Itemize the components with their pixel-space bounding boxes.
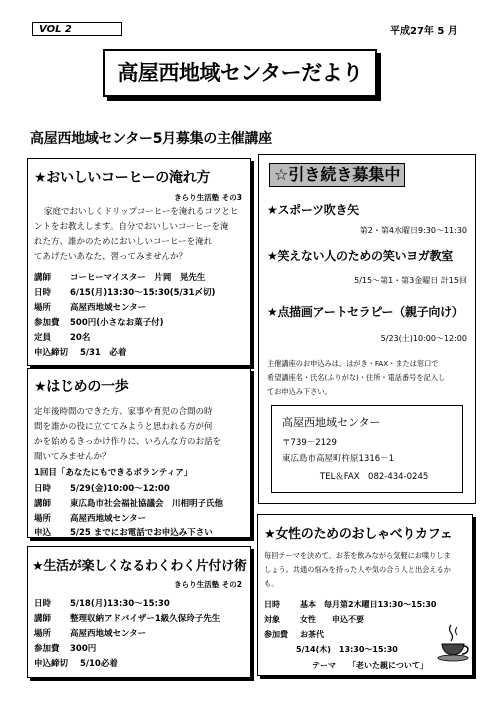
katazuke-row: [34, 627, 146, 639]
row-label: 日時: [34, 599, 52, 609]
coffee-row: [34, 331, 90, 343]
cafe-row: [264, 629, 324, 640]
row-label: 講師: [34, 614, 52, 624]
katazuke-course-box: [27, 546, 251, 678]
hajime-course-box: [27, 368, 251, 538]
coffee-series: きらり生活塾 その3: [174, 193, 242, 202]
row-value: 高屋西地域センター: [70, 514, 147, 524]
cafe-desc-2: しょう。共通の悩みを持った人や気の合う人と出会えるか: [264, 565, 451, 574]
row-value: 5/29(金)10:00～12:00: [70, 484, 170, 494]
notice-line: 主催講座のお申込みは、はがき・FAX・または窓口で: [267, 359, 439, 368]
coffee-course-box: [27, 158, 251, 366]
row-label: 参加費: [34, 318, 60, 328]
contact-tel: TEL＆FAX 082-434-0245: [320, 472, 429, 482]
row-value: 20名: [70, 333, 91, 343]
cafe-theme-label: テーマ: [312, 661, 336, 670]
row-value: 基本 毎月第2木曜日13:30～15:30: [300, 600, 437, 609]
katazuke-row: [34, 657, 118, 669]
section-title: 高屋西地域センター5月募集の主催講座: [30, 131, 272, 147]
continuing-item-detail: 5/23(土)10:00～12:00: [380, 334, 467, 343]
cafe-desc-1: 毎回テーマを決めて、お茶を飲みながら気軽にお喋りしま: [264, 551, 451, 560]
cafe-row: [264, 614, 364, 625]
row-label: 申込締切: [34, 659, 69, 669]
coffee-desc-1: 家庭でおいしくドリップコーヒーを淹れるコツとヒ: [44, 207, 239, 217]
hajime-desc-3: かを始めるきっかけ作りに、いろんな方のお話を: [34, 437, 222, 447]
row-value: 6/15(月)13:30～15:30(5/31〆切): [70, 288, 216, 298]
hajime-row: [34, 512, 146, 524]
row-label: 参加費: [264, 630, 288, 639]
hajime-desc-1: 定年後時間のできた方、家事や育児の合間の時: [34, 407, 213, 417]
continuing-item-title: ★スポーツ吹き矢: [267, 203, 359, 217]
row-value: コーヒーマイスター 片岡 晃先生: [70, 273, 206, 283]
row-label: 日時: [34, 484, 52, 494]
row-label: 講師: [34, 499, 52, 509]
coffee-title: ★おいしいコーヒーの淹れ方: [34, 170, 211, 186]
contact-address: 東広島市高屋町杵原1316－1: [282, 454, 395, 464]
row-label: 参加費: [34, 644, 60, 654]
row-value: 高屋西地域センター: [70, 629, 147, 639]
row-label: 申込: [34, 528, 52, 538]
row-label: 場所: [34, 514, 52, 524]
continuing-box: [258, 154, 476, 504]
katazuke-series: きらり生活塾 その2: [174, 580, 242, 589]
hajime-desc-4: 聞いてみませんか？: [34, 452, 111, 462]
row-label: 場所: [34, 303, 52, 313]
coffee-desc-2: ントをお教えします。自分でおいしいコーヒーを淹: [34, 222, 229, 232]
cafe-next-date: 5/14(木) 13:30～15:30: [296, 645, 398, 654]
row-label: 場所: [34, 629, 52, 639]
volume-label: VOL 2: [32, 22, 122, 36]
coffee-desc-3: れた方、誰かのためにおいしいコーヒーを淹れ: [34, 237, 213, 247]
hajime-title: ★はじめの一歩: [34, 379, 129, 395]
continuing-item-detail: 5/15～第1・第3金曜日 計15回: [354, 276, 467, 285]
katazuke-row: [34, 642, 96, 654]
row-value: 5/31 必着: [80, 348, 127, 358]
hajime-row: [34, 482, 170, 494]
newsletter-title: 高屋西地域センターだより: [103, 49, 377, 97]
coffee-row: [34, 316, 164, 328]
continuing-item-title: ★点描画アートセラピー（親子向け）: [267, 305, 464, 319]
row-label: 日時: [34, 288, 52, 298]
issue-date: 平成27年 5 月: [390, 26, 458, 37]
continuing-title: [269, 163, 405, 187]
contact-postal: 〒739－2129: [282, 438, 337, 448]
cafe-desc-3: も。: [264, 579, 279, 588]
hajime-row: [34, 526, 213, 538]
continuing-item-title: ★笑えない人のための笑いヨガ教室: [267, 249, 453, 263]
hajime-session: 1回目「あなたにもできるボランティア」: [34, 468, 193, 478]
row-label: 講師: [34, 273, 52, 283]
continuing-item-detail: 第2・第4水曜日9:30～11:30: [359, 226, 467, 235]
hajime-desc-2: 間を誰かの役に立ててみようと思われる方が何: [34, 422, 213, 432]
katazuke-row: [34, 597, 170, 609]
row-value: 5/18(月)13:30～15:30: [70, 599, 170, 609]
row-value: 300円: [70, 644, 97, 654]
notice-line: てお申込み下さい。: [267, 387, 332, 396]
contact-name: 高屋西地域センター: [282, 416, 381, 429]
coffee-cup-icon: [437, 622, 471, 662]
katazuke-row: [34, 612, 220, 624]
row-label: 日時: [264, 600, 280, 609]
notice-line: 希望講座名・氏名(ふりがな)・住所・電話番号を記入し: [267, 373, 446, 382]
coffee-row: [34, 271, 205, 283]
hajime-row: [34, 497, 223, 509]
katazuke-title: ★生活が楽しくなるわくわく片付け術: [32, 559, 247, 574]
coffee-row: [34, 346, 126, 358]
continuing-title-text: ☆引き続き募集中: [274, 165, 401, 184]
cafe-title: ★女性のためのおしゃべりカフェ: [264, 527, 453, 542]
cafe-theme: 「老いた親について」: [348, 661, 428, 670]
row-label: 申込締切: [34, 348, 69, 358]
row-value: 5/10必着: [80, 659, 118, 669]
coffee-row: [34, 286, 215, 298]
row-value: 女性 申込不要: [300, 615, 364, 624]
row-value: 整理収納アドバイザー1級久保玲子先生: [70, 614, 221, 624]
row-value: 500円(小さなお菓子付): [70, 318, 164, 328]
cafe-row: [264, 599, 437, 610]
row-value: 高屋西地域センター: [70, 303, 147, 313]
row-value: お茶代: [300, 630, 324, 639]
row-label: 定員: [34, 333, 52, 343]
row-value: 東広島市社会福祉協議会 川相明子氏他: [70, 499, 224, 509]
contact-box: [271, 405, 463, 493]
row-label: 対象: [264, 615, 280, 624]
row-value: 5/25 までにお電話でお申込み下さい: [70, 528, 213, 538]
coffee-desc-4: てあげたいあなた、習ってみませんか？: [34, 252, 188, 262]
coffee-row: [34, 301, 146, 313]
